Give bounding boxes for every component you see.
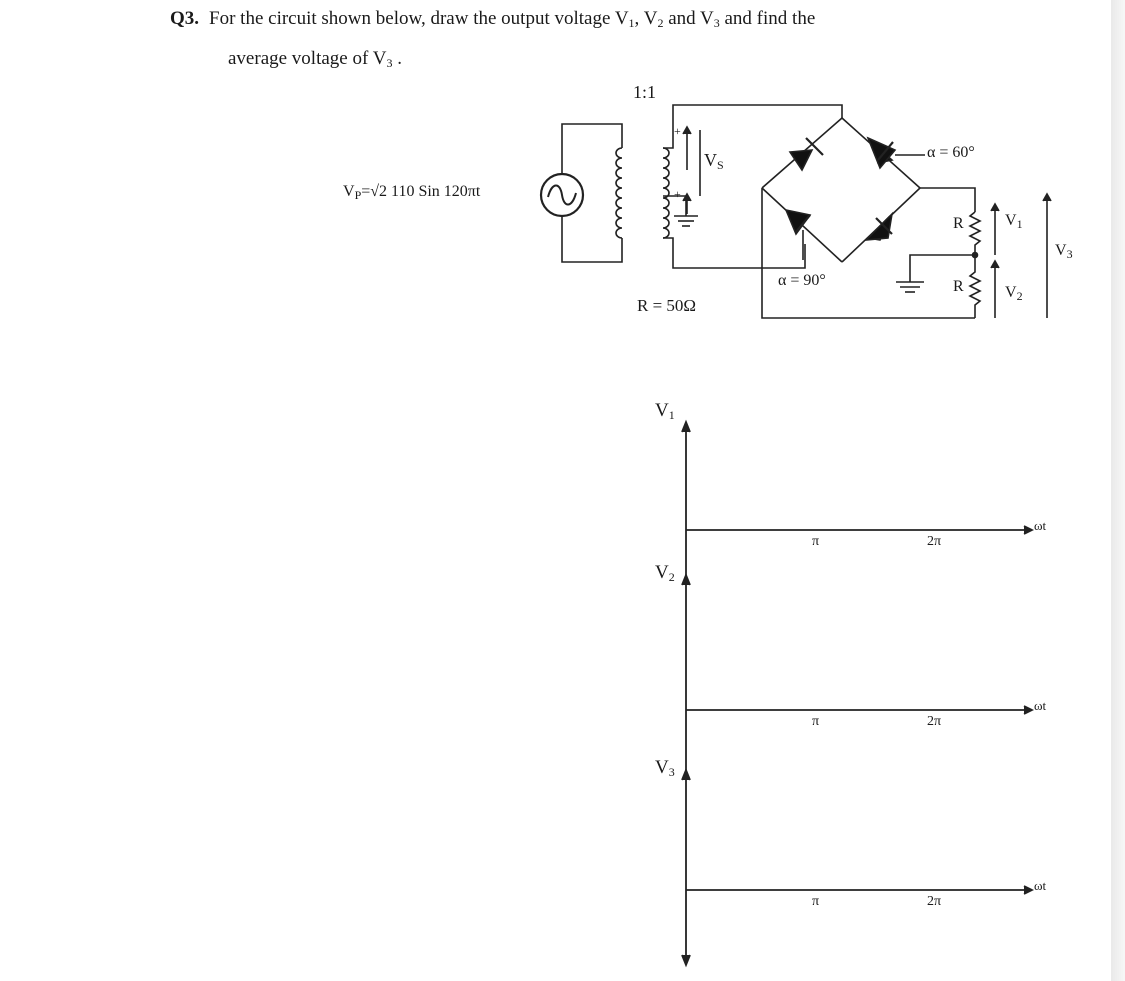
question-line-1: Q3. For the circuit shown below, draw the output voltage $V_1$, $V_2$ and $V_3$ and find the — [170, 8, 816, 30]
graph-axes — [682, 422, 1032, 965]
thyristor-top-left — [790, 138, 823, 170]
r-bottom-label: R — [953, 278, 964, 295]
graph-v3-pi: π — [812, 894, 820, 909]
alpha-top-label: α = 60° — [927, 144, 975, 161]
v2-label: $V_2$ — [1005, 284, 1023, 303]
ac-source — [541, 174, 583, 216]
primary-coil — [616, 148, 622, 238]
r-top-label: R — [953, 215, 964, 232]
resistance-label: R = 50Ω — [637, 296, 697, 315]
graph-v3-ylabel: $V_3$ — [655, 757, 675, 779]
primary-wires — [562, 124, 622, 262]
turns-ratio: 1:1 — [633, 82, 657, 102]
graph-v2-xlabel: ωt — [1034, 698, 1047, 713]
thyristor-top-right — [868, 138, 925, 168]
plus-sign-mid: + — [674, 187, 681, 201]
graph-v1-pi: π — [812, 534, 820, 549]
question-line-2: average voltage of $V_3$ . — [228, 48, 402, 70]
thyristor-bottom-right — [866, 214, 892, 240]
vs-label: $V_S$ — [704, 150, 724, 172]
secondary-coil — [663, 148, 669, 238]
plus-sign-top: + — [674, 124, 681, 138]
graph-v2-2pi: 2π — [927, 714, 942, 729]
graph-v1-ylabel: $V_1$ — [655, 400, 675, 422]
graph-v3-2pi: 2π — [927, 894, 942, 909]
transformer-secondary — [663, 105, 842, 268]
question-number: Q3. — [170, 8, 200, 29]
alpha-bottom-label: α = 90° — [778, 272, 826, 289]
v3-label: $V_3$ — [1055, 242, 1073, 261]
graph-v1-2pi: 2π — [927, 534, 942, 549]
graph-v2-pi: π — [812, 714, 820, 729]
graph-v1-xlabel: ωt — [1034, 518, 1047, 533]
v1-label: $V_1$ — [1005, 212, 1023, 231]
source-label: $V_P=√2$ 110 Sin 120πt — [343, 183, 481, 202]
graph-v3-xlabel: ωt — [1034, 878, 1047, 893]
thyristor-bottom-left — [786, 210, 810, 260]
graph-v2-ylabel: $V_2$ — [655, 562, 675, 584]
